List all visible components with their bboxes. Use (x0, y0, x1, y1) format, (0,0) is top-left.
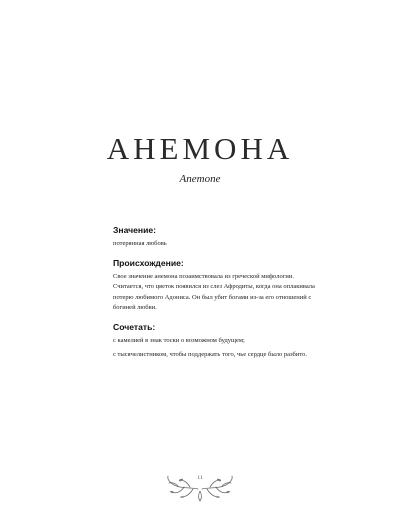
page-number: 11 (197, 475, 203, 481)
section-origin (113, 258, 323, 314)
section-meaning (113, 225, 323, 250)
section-combine (113, 322, 323, 361)
section-paragraph: с камелией в знак тоски о возможном будущем; (113, 336, 245, 344)
section-heading: Происхождение: (113, 257, 184, 268)
section-paragraph: с тысячелистником, чтобы поддержать того, чье сердце было разбито. (113, 351, 307, 358)
page-title: АНЕМОНА (106, 131, 294, 166)
latin-name: Anemone (179, 173, 221, 185)
section-heading: Значение: (113, 225, 157, 235)
floral-flourish-icon (160, 467, 240, 505)
section-paragraph: потерянная любовь (113, 240, 167, 247)
section-heading: Сочетать: (113, 321, 156, 332)
content-body (113, 225, 323, 361)
section-paragraph: Свое значение анемона позаимствовала из греческой мифологии. Считается, что цветок появился из слез Афродиты, когда она оплакивала потерю любимого Адониса. Он был убит богами из-за его отношений с богиней любви. (113, 272, 315, 311)
